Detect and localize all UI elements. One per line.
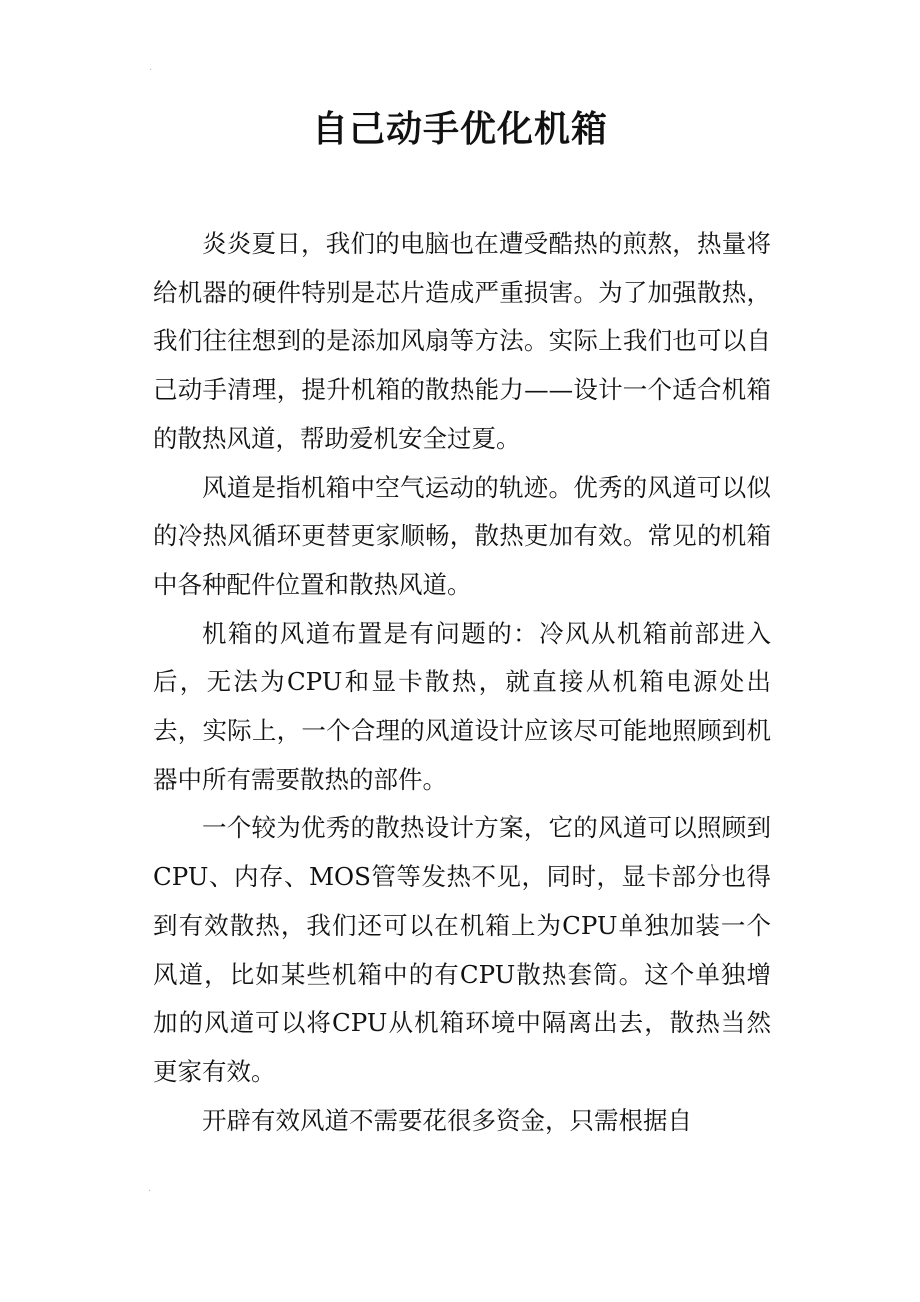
top-corner-mark: · <box>149 65 153 76</box>
bottom-corner-mark: · <box>148 1186 152 1197</box>
article-body <box>153 220 771 1145</box>
paragraph-4: 一个较为优秀的散热设计方案，它的风道可以照顾到CPU、内存、MOS管等发热不见，同时，显卡部分也得到有效散热，我们还可以在机箱上为CPU单独加装一个风道，比如某些机箱中的有CPU散热套筒。这个单独增加的风道可以将CPU从机箱环境中隔离出去，散热当然更家有效。 <box>153 813 771 1086</box>
article-title: 自己动手优化机箱 <box>311 109 608 150</box>
paragraph-2: 风道是指机箱中空气运动的轨迹。优秀的风道可以似的冷热风循环更替更家顺畅，散热更加有效。常见的机箱中各种配件位置和散热风道。 <box>153 472 771 599</box>
paragraph-1: 炎炎夏日，我们的电脑也在遭受酷热的煎熬，热量将给机器的硬件特别是芯片造成严重损害。为了加强散热，我们往往想到的是添加风扇等方法。实际上我们也可以自己动手清理，提升机箱的散热能力——设计一个适合机箱的散热风道，帮助爱机安全过夏。 <box>153 229 771 453</box>
paragraph-5: 开辟有效风道不需要花很多资金，只需根据自 <box>202 1105 692 1135</box>
paragraph-3: 机箱的风道布置是有问题的：冷风从机箱前部进入后，无法为CPU和显卡散热，就直接从机箱电源处出去，实际上，一个合理的风道设计应该尽可能地照顾到机器中所有需要散热的部件。 <box>153 618 771 794</box>
